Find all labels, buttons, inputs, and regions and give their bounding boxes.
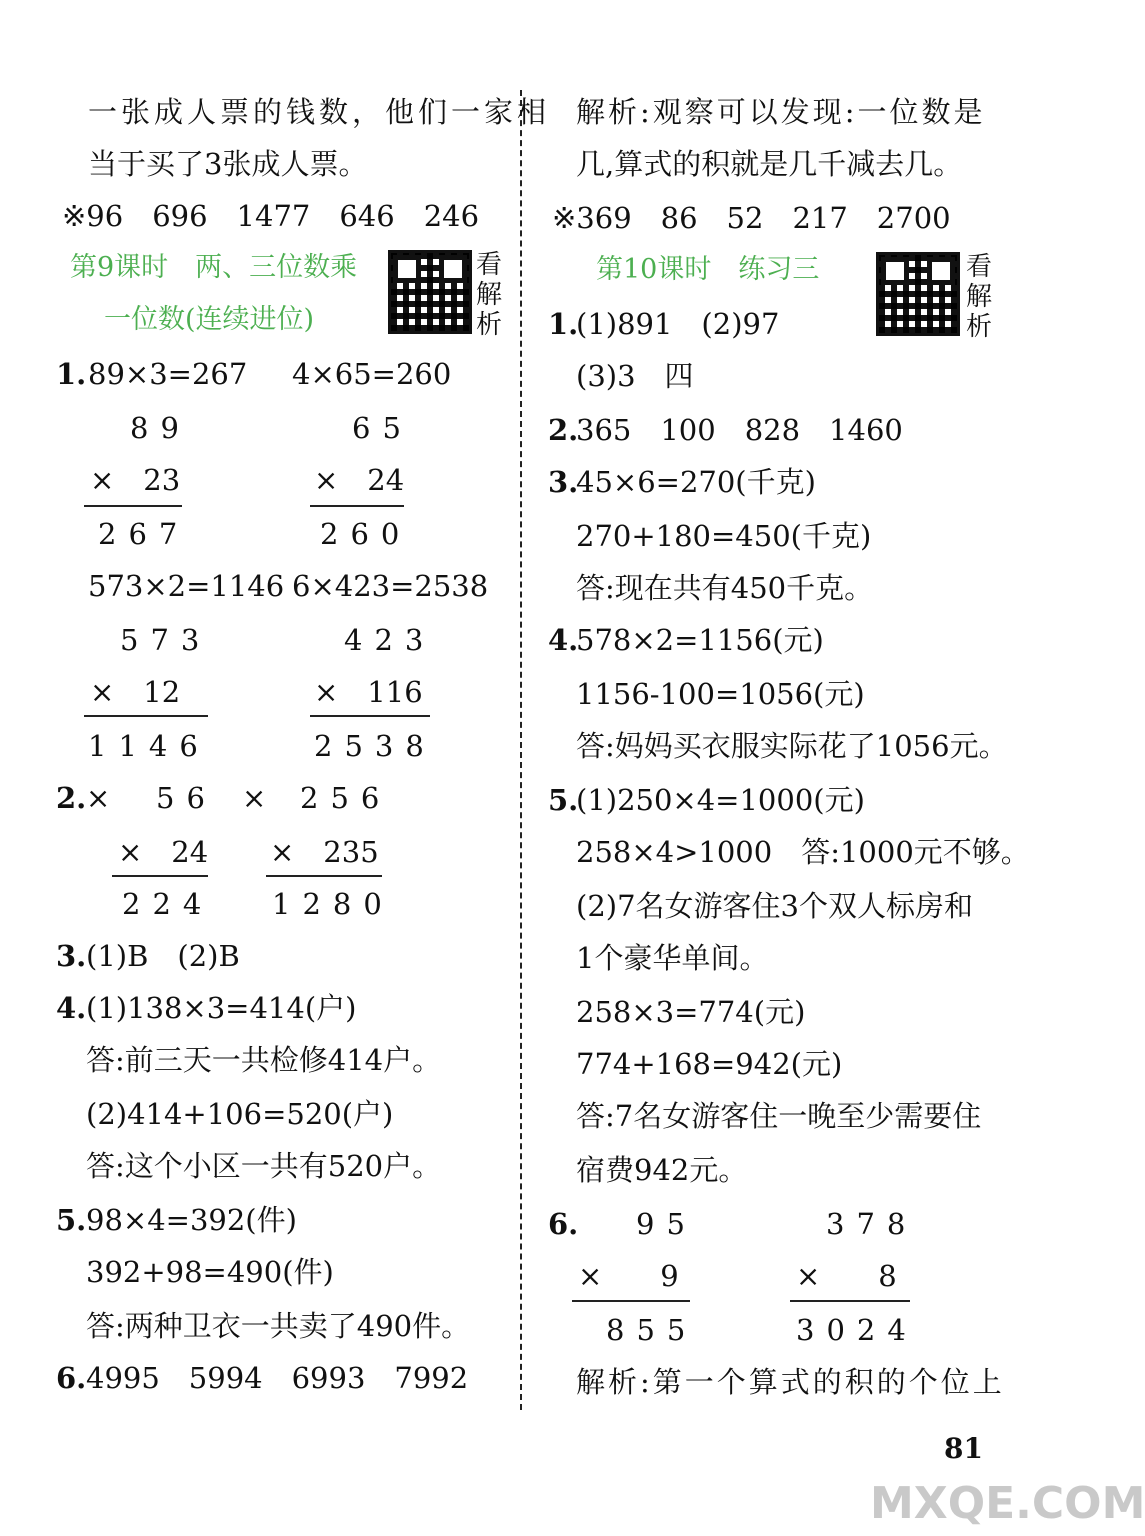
- vertical-top: 256: [300, 781, 392, 815]
- vertical-rule: [266, 875, 382, 877]
- question-number: 4.: [548, 623, 579, 657]
- vertical-result: 2538: [314, 729, 436, 763]
- analysis-last-line: 解析:第一个算式的积的个位上: [576, 1365, 1005, 1399]
- answer-line: 258×4>1000 答:1000元不够。: [576, 835, 1030, 869]
- vertical-multiplier: × 12: [90, 675, 181, 709]
- vertical-rule: [112, 875, 208, 877]
- vertical-result: 260: [320, 517, 412, 551]
- answer-line: (1)B (2)B: [86, 939, 240, 973]
- answer-line: 774+168=942(元): [576, 1047, 843, 1081]
- lesson-9-heading: 第9课时 两、三位数乘: [70, 252, 358, 283]
- question-number: 5.: [56, 1203, 87, 1237]
- equation: 89×3=267: [88, 357, 248, 391]
- vertical-multiplier: × 9: [578, 1259, 679, 1293]
- star-answer-row: ※369 86 52 217 2700: [552, 201, 951, 235]
- question-number: 1.: [548, 307, 579, 341]
- vertical-rule: [310, 505, 404, 507]
- vertical-result: 3024: [796, 1313, 918, 1347]
- answer-line: 392+98=490(件): [86, 1255, 334, 1289]
- vertical-rule: [84, 715, 208, 717]
- vertical-multiplier: × 24: [118, 835, 209, 869]
- question-number: 4.: [56, 991, 87, 1025]
- wrong-mark: ×: [242, 781, 267, 815]
- qr-code-lesson-10[interactable]: [876, 252, 960, 336]
- lesson-10-heading: 第10课时 练习三: [596, 254, 820, 285]
- answer-line: (1)891 (2)97: [576, 307, 780, 341]
- vertical-rule: [84, 505, 182, 507]
- column-divider: [520, 90, 522, 1410]
- answer-line: 98×4=392(件): [86, 1203, 297, 1237]
- answer-line: 45×6=270(千克): [576, 465, 816, 499]
- vertical-top: 378: [826, 1207, 918, 1241]
- answer-line: 答:两种卫衣一共卖了490件。: [86, 1309, 471, 1343]
- answer-line: 578×2=1156(元): [576, 623, 824, 657]
- answer-line: 258×3=774(元): [576, 995, 806, 1029]
- equation: 6×423=2538: [292, 569, 489, 603]
- answer-line: (1)250×4=1000(元): [576, 783, 865, 817]
- qr-label-lesson-10: 看解析: [965, 252, 992, 342]
- question-number: 2.: [56, 781, 87, 815]
- vertical-rule: [310, 715, 430, 717]
- answer-line: 答:这个小区一共有520户。: [86, 1149, 442, 1183]
- vertical-multiplier: × 23: [90, 463, 181, 497]
- vertical-multiplier: × 116: [314, 675, 423, 709]
- equation: 573×2=1146: [88, 569, 285, 603]
- intro-line-2: 当于买了3张成人票。: [88, 147, 368, 181]
- question-number: 3.: [548, 465, 579, 499]
- vertical-rule: [572, 1300, 690, 1302]
- question-number: 6.: [548, 1207, 579, 1241]
- answer-line: (2)7名女游客住3个双人标房和: [576, 889, 973, 923]
- watermark-text: MXQE.COM: [870, 1478, 1145, 1529]
- answer-line: 答:现在共有450千克。: [576, 571, 874, 605]
- vertical-result: 224: [122, 887, 214, 921]
- vertical-rule: [790, 1300, 910, 1302]
- answer-line: 1156-100=1056(元): [576, 677, 865, 711]
- answer-line: 宿费942元。: [576, 1153, 748, 1187]
- answer-line: (3)3 四: [576, 359, 694, 393]
- answer-line: 365 100 828 1460: [576, 413, 903, 447]
- answer-line: 270+180=450(千克): [576, 519, 872, 553]
- answer-line: (2)414+106=520(户): [86, 1097, 394, 1131]
- question-number: 1.: [56, 357, 87, 391]
- analysis-line-1: 解析:观察可以发现:一位数是: [576, 95, 986, 129]
- vertical-top: 56: [156, 781, 217, 815]
- answer-line: 4995 5994 6993 7992: [86, 1361, 469, 1395]
- wrong-mark: ×: [86, 781, 111, 815]
- vertical-result: 855: [606, 1313, 698, 1347]
- star-answer-row: ※96 696 1477 646 246: [62, 199, 480, 233]
- answer-line: 答:前三天一共检修414户。: [86, 1043, 442, 1077]
- vertical-top: 89: [130, 411, 191, 445]
- qr-label-lesson-9: 看解析: [475, 250, 502, 340]
- vertical-result: 267: [98, 517, 190, 551]
- vertical-multiplier: × 24: [314, 463, 405, 497]
- vertical-top: 573: [120, 623, 212, 657]
- answer-line: (1)138×3=414(户): [86, 991, 357, 1025]
- analysis-line-2: 几,算式的积就是几千减去几。: [576, 147, 963, 181]
- answer-line: 答:7名女游客住一晚至少需要住: [576, 1099, 982, 1133]
- vertical-top: 65: [352, 411, 413, 445]
- vertical-top: 423: [344, 623, 436, 657]
- answer-line: 答:妈妈买衣服实际花了1056元。: [576, 729, 1008, 763]
- intro-line-1: 一张成人票的钱数，他们一家相: [88, 95, 551, 129]
- question-number: 3.: [56, 939, 87, 973]
- lesson-9-subheading: 一位数(连续进位): [104, 304, 315, 335]
- vertical-multiplier: × 8: [796, 1259, 897, 1293]
- answer-line: 1个豪华单间。: [576, 941, 769, 975]
- question-number: 2.: [548, 413, 579, 447]
- qr-code-lesson-9[interactable]: [388, 250, 472, 334]
- question-number: 6.: [56, 1361, 87, 1395]
- vertical-top: 95: [636, 1207, 697, 1241]
- page-number: 81: [944, 1432, 983, 1465]
- vertical-multiplier: × 235: [270, 835, 379, 869]
- equation: 4×65=260: [292, 357, 452, 391]
- vertical-result: 1280: [272, 887, 394, 921]
- vertical-result: 1146: [88, 729, 210, 763]
- question-number: 5.: [548, 783, 579, 817]
